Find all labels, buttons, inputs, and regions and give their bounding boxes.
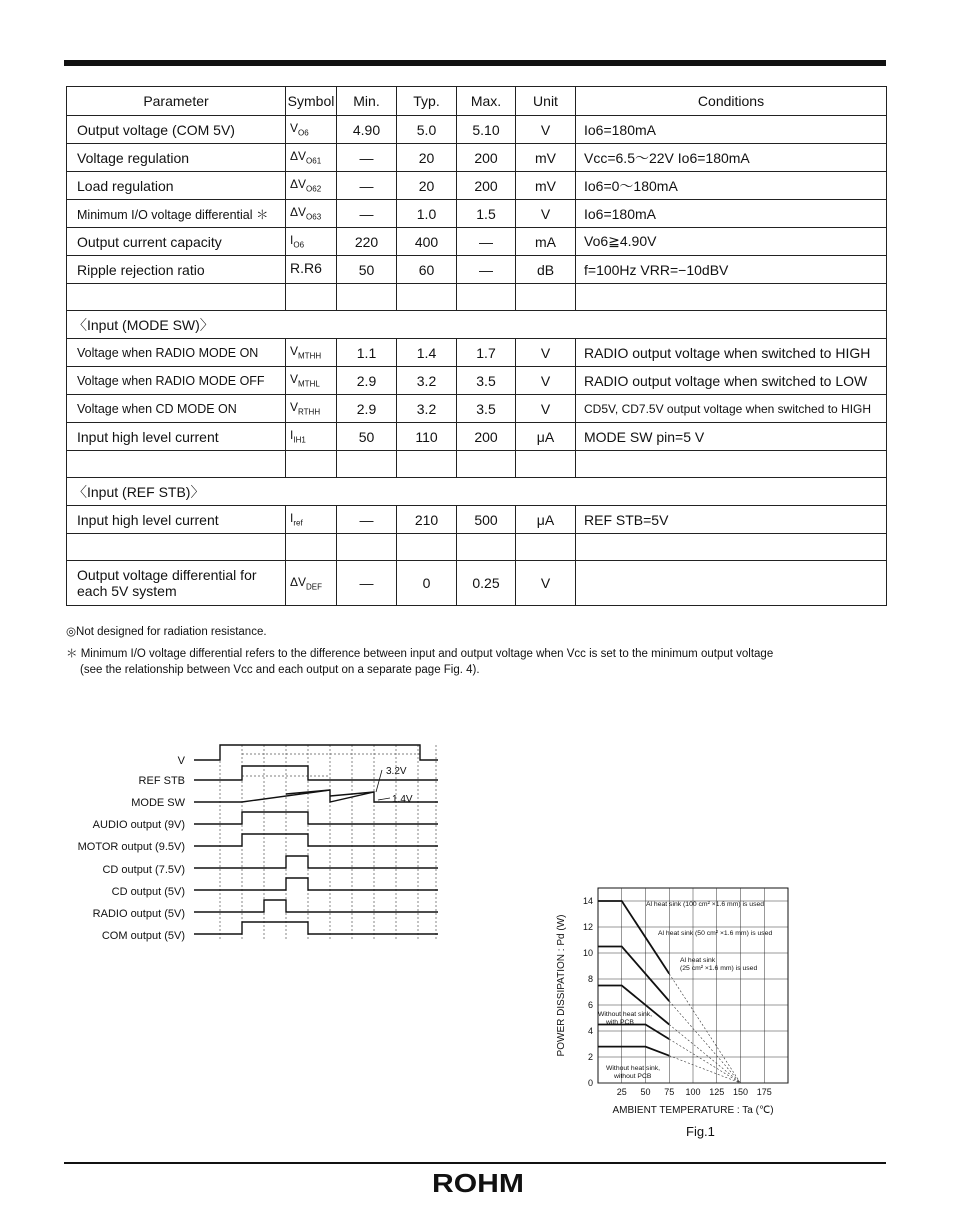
x-tick-label: 25 — [616, 1087, 627, 1097]
row-cond: MODE SW pin=5 V — [576, 423, 887, 451]
empty-row — [67, 534, 887, 561]
row-max: 500 — [457, 506, 516, 534]
note-min-io: ＊ Minimum I/O voltage differential refers to the difference between input and output voltage when Vcc is set to the minimum output voltage — [66, 648, 774, 660]
row-min: 2.9 — [337, 395, 397, 423]
timing-diagram — [60, 740, 460, 950]
row-param: Voltage when RADIO MODE ON — [67, 339, 286, 367]
table-row — [67, 339, 887, 367]
row-symbol: $V_{MTHL}$ — [286, 367, 337, 395]
y-tick-label: 4 — [587, 1026, 593, 1036]
row-symbol: $\Delta V_{O61}$ — [286, 144, 337, 172]
power-dissipation-chart — [548, 880, 818, 1140]
table-row — [67, 506, 887, 534]
row-unit: V — [516, 339, 576, 367]
row-min: 1.1 — [337, 339, 397, 367]
x-tick-label: 75 — [664, 1087, 675, 1097]
row-param: Output voltage (COM 5V) — [67, 116, 286, 144]
row-symbol: $I_{ref}$ — [286, 506, 337, 534]
row-typ: 20 — [397, 172, 457, 200]
series-derating-line — [669, 1001, 740, 1083]
table-row — [67, 423, 887, 451]
row-max: 5.10 — [457, 116, 516, 144]
row-cond: CD5V, CD7.5V output voltage when switched to HIGH — [576, 395, 887, 423]
timing-label-audio: AUDIO output (9V) — [92, 819, 185, 831]
row-typ: 210 — [397, 506, 457, 534]
row-typ: 20 — [397, 144, 457, 172]
series-line — [598, 1025, 669, 1040]
y-tick-label: 10 — [582, 948, 593, 958]
table-row — [67, 144, 887, 172]
row-cond — [576, 561, 887, 606]
row-max: 200 — [457, 144, 516, 172]
row-cond: f=100Hz VRR=−10dBV — [576, 256, 887, 284]
chart-grid — [598, 888, 788, 1083]
series-derating-line — [669, 1056, 740, 1083]
section-row — [67, 478, 887, 506]
series-label: without PCB — [614, 1073, 652, 1080]
series-line — [598, 1047, 669, 1056]
footnotes — [66, 624, 886, 678]
row-unit: mV — [516, 172, 576, 200]
table-row — [67, 116, 887, 144]
row-param: Input high level current — [67, 506, 286, 534]
row-unit: μA — [516, 423, 576, 451]
header-unit: Unit — [516, 87, 576, 116]
row-param: Ripple rejection ratio — [67, 256, 286, 284]
row-max: 200 — [457, 172, 516, 200]
table-row — [67, 256, 887, 284]
x-tick-label: 50 — [640, 1087, 651, 1097]
row-min: — — [337, 144, 397, 172]
row-min: 220 — [337, 228, 397, 256]
row-min: — — [337, 506, 397, 534]
timing-label-com: COM output (5V) — [101, 930, 185, 942]
row-param: Minimum I/O voltage differential ＊ — [67, 200, 286, 228]
series-derating-line — [669, 974, 740, 1083]
row-typ: 1.0 — [397, 200, 457, 228]
timing-label-motor: MOTOR output (9.5V) — [77, 841, 185, 853]
row-cond: Vcc=6.5〜22V Io6=180mA — [576, 144, 887, 172]
svg-text:ROHM: ROHM — [432, 1168, 524, 1196]
header-min: Min. — [337, 87, 397, 116]
row-typ: 110 — [397, 423, 457, 451]
row-symbol: $V_{MTHH}$ — [286, 339, 337, 367]
x-axis-label: AMBIENT TEMPERATURE : Ta (℃) — [612, 1105, 774, 1116]
row-min: 2.9 — [337, 367, 397, 395]
row-param: Load regulation — [67, 172, 286, 200]
note-min-io-cont: (see the relationship between Vcc and each output on a separate page Fig. 4). — [80, 664, 480, 676]
series-label: Al heat sink — [680, 957, 716, 964]
row-unit: μA — [516, 506, 576, 534]
y-tick-label: 14 — [582, 896, 593, 906]
row-unit: V — [516, 200, 576, 228]
series-line — [598, 947, 669, 1002]
rohm-logo — [430, 1168, 526, 1196]
table-row — [67, 367, 887, 395]
row-symbol: $V_{RTHH}$ — [286, 395, 337, 423]
row-max: — — [457, 228, 516, 256]
series-label: Without heat sink, — [598, 1011, 653, 1018]
row-cond: Io6=0〜180mA — [576, 172, 887, 200]
row-typ: 1.4 — [397, 339, 457, 367]
row-min: — — [337, 200, 397, 228]
y-tick-label: 6 — [587, 1000, 593, 1010]
row-symbol: $V_{O6}$ — [286, 116, 337, 144]
row-param: Output current capacity — [67, 228, 286, 256]
row-unit: mA — [516, 228, 576, 256]
y-axis-label: POWER DISSIPATION : Pd (W) — [556, 914, 567, 1057]
row-max: 3.5 — [457, 395, 516, 423]
row-max: 1.5 — [457, 200, 516, 228]
table-row — [67, 395, 887, 423]
row-symbol: $I_{O6}$ — [286, 228, 337, 256]
header-rule — [64, 60, 886, 66]
timing-label-modesw: MODE SW — [131, 797, 185, 809]
row-typ: 3.2 — [397, 367, 457, 395]
header-symbol: Symbol — [286, 87, 337, 116]
y-tick-label: 0 — [587, 1078, 593, 1088]
header-typ: Typ. — [397, 87, 457, 116]
row-min: — — [337, 561, 397, 606]
row-cond: Vo6≧4.90V — [576, 228, 887, 256]
row-unit: V — [516, 395, 576, 423]
row-symbol: R.R6 — [286, 256, 337, 284]
series-derating-line — [669, 1039, 740, 1083]
timing-label-32v: 3.2V — [386, 766, 407, 777]
row-min: — — [337, 172, 397, 200]
row-cond: Io6=180mA — [576, 200, 887, 228]
series-label: with PCB — [606, 1019, 634, 1026]
figure-caption: Fig.1 — [686, 1124, 715, 1139]
row-cond: RADIO output voltage when switched to HIGH — [576, 339, 887, 367]
timing-label-refstb: REF STB — [138, 775, 185, 787]
row-cond: RADIO output voltage when switched to LOW — [576, 367, 887, 395]
row-unit: V — [516, 561, 576, 606]
row-param: Voltage when CD MODE ON — [67, 395, 286, 423]
x-tick-label: 175 — [756, 1087, 772, 1097]
row-typ: 60 — [397, 256, 457, 284]
x-tick-label: 125 — [709, 1087, 725, 1097]
row-symbol: $\Delta V_{DEF}$ — [286, 561, 337, 606]
y-tick-label: 8 — [587, 974, 593, 984]
timing-label-cd75: CD output (7.5V) — [102, 864, 185, 876]
x-tick-label: 100 — [685, 1087, 701, 1097]
empty-row — [67, 451, 887, 478]
row-unit: V — [516, 367, 576, 395]
row-param: Voltage when RADIO MODE OFF — [67, 367, 286, 395]
series-derating-line — [669, 1025, 740, 1084]
y-tick-label: 2 — [587, 1052, 593, 1062]
series-label: (25 cm² ×1.6 mm) is used — [680, 965, 758, 972]
timing-label-v: V — [177, 755, 185, 767]
timing-label-radio: RADIO output (5V) — [92, 908, 185, 920]
row-param: Output voltage differential for each 5V system — [67, 561, 286, 606]
row-symbol: $\Delta V_{O62}$ — [286, 172, 337, 200]
electrical-characteristics-table — [66, 86, 887, 606]
row-typ: 5.0 — [397, 116, 457, 144]
row-param: Voltage regulation — [67, 144, 286, 172]
row-max: 1.7 — [457, 339, 516, 367]
table-row — [67, 228, 887, 256]
row-max: 0.25 — [457, 561, 516, 606]
row-max: 200 — [457, 423, 516, 451]
row-min: 50 — [337, 256, 397, 284]
row-unit: dB — [516, 256, 576, 284]
timing-label-cd5: CD output (5V) — [111, 886, 185, 898]
table-row — [67, 172, 887, 200]
header-parameter: Parameter — [67, 87, 286, 116]
row-symbol: $\Delta V_{O63}$ — [286, 200, 337, 228]
row-typ: 0 — [397, 561, 457, 606]
section-ref-stb: 〈Input (REF STB)〉 — [67, 478, 887, 506]
section-mode-sw: 〈Input (MODE SW)〉 — [67, 311, 887, 339]
footer-rule — [64, 1162, 886, 1164]
table-row — [67, 200, 887, 228]
row-min: 4.90 — [337, 116, 397, 144]
note-radiation: ◎Not designed for radiation resistance. — [66, 626, 267, 638]
empty-row — [67, 284, 887, 311]
row-min: 50 — [337, 423, 397, 451]
row-symbol: $I_{IH1}$ — [286, 423, 337, 451]
row-param: Input high level current — [67, 423, 286, 451]
row-unit: V — [516, 116, 576, 144]
series-label: Al heat sink (50 cm² ×1.6 mm) is used — [658, 930, 773, 937]
x-tick-label: 150 — [732, 1087, 749, 1097]
row-cond: Io6=180mA — [576, 116, 887, 144]
row-typ: 3.2 — [397, 395, 457, 423]
header-conditions: Conditions — [576, 87, 887, 116]
row-unit: mV — [516, 144, 576, 172]
table-row — [67, 561, 887, 606]
row-max: — — [457, 256, 516, 284]
timing-label-14v: 1.4V — [392, 794, 413, 805]
header-max: Max. — [457, 87, 516, 116]
series-label: Without heat sink, — [606, 1065, 661, 1072]
series-line — [598, 901, 669, 974]
section-row — [67, 311, 887, 339]
table-header-row — [67, 87, 887, 116]
row-cond: REF STB=5V — [576, 506, 887, 534]
series-label: Al heat sink (100 cm² ×1.6 mm) is used — [646, 901, 765, 908]
row-typ: 400 — [397, 228, 457, 256]
y-tick-label: 12 — [582, 922, 593, 932]
row-max: 3.5 — [457, 367, 516, 395]
